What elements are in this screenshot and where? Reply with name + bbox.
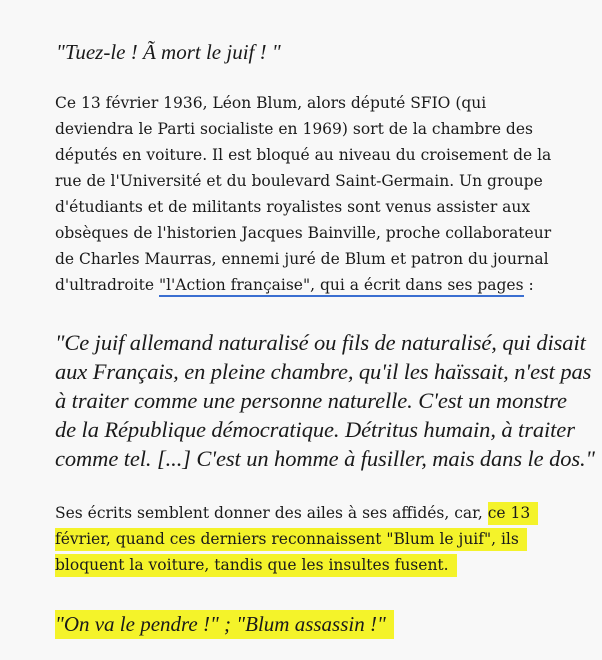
paragraph-line [55,526,567,552]
highlighted-quote: "On va le pendre !" ; "Blum assassin !" [55,610,394,639]
closing-quote [55,610,394,638]
quote-line: à traiter comme une personne naturelle. C'est un monstre [55,388,567,413]
paragraph-line: deviendra le Parti socialiste en 1969) sort de la chambre des [55,120,533,138]
paragraph-text: Ses écrits semblent donner des ailes à ses affidés, car, [55,504,488,522]
action-francaise-link[interactable]: "l'Action française", qui a écrit dans ses pages [159,276,524,297]
block-quote [55,328,595,473]
paragraph-intro [55,90,567,298]
quote-line: comme tel. [...] C'est un homme à fusiller, mais dans le dos." [55,446,595,471]
paragraph-highlighted [55,500,567,578]
paragraph-line [55,272,567,298]
quote-line: aux Français, en pleine chambre, qu'il les haïssait, n'est pas [55,359,592,384]
paragraph-line: de Charles Maurras, ennemi juré de Blum et patron du journal [55,250,549,268]
paragraph-line [55,552,567,578]
paragraph-line: députés en voiture. Il est bloqué au niveau du croisement de la [55,146,552,164]
pull-quote-heading: "Tuez-le ! Ã mort le juif ! " [56,40,281,64]
paragraph-line: rue de l'Université et du boulevard Saint-Germain. Un groupe [55,172,543,190]
highlighted-text: ce 13 [488,502,539,525]
paragraph-line: obsèques de l'historien Jacques Bainville, proche collaborateur [55,224,552,242]
paragraph-line: Ce 13 février 1936, Léon Blum, alors député SFIO (qui [55,94,487,112]
paragraph-text: d'ultradroite [55,276,159,294]
quote-line: "Ce juif allemand naturalisé ou fils de naturalisé, qui disait [55,330,586,355]
highlighted-text: février, quand ces derniers reconnaissent "Blum le juif", ils [55,528,527,551]
quote-line: de la République démocratique. Détritus humain, à traiter [55,417,575,442]
paragraph-text: : [523,276,534,294]
paragraph-line [55,500,567,526]
highlighted-text: bloquent la voiture, tandis que les insultes fusent. [55,554,457,577]
paragraph-line: d'étudiants et de militants royalistes sont venus assister aux [55,198,531,216]
